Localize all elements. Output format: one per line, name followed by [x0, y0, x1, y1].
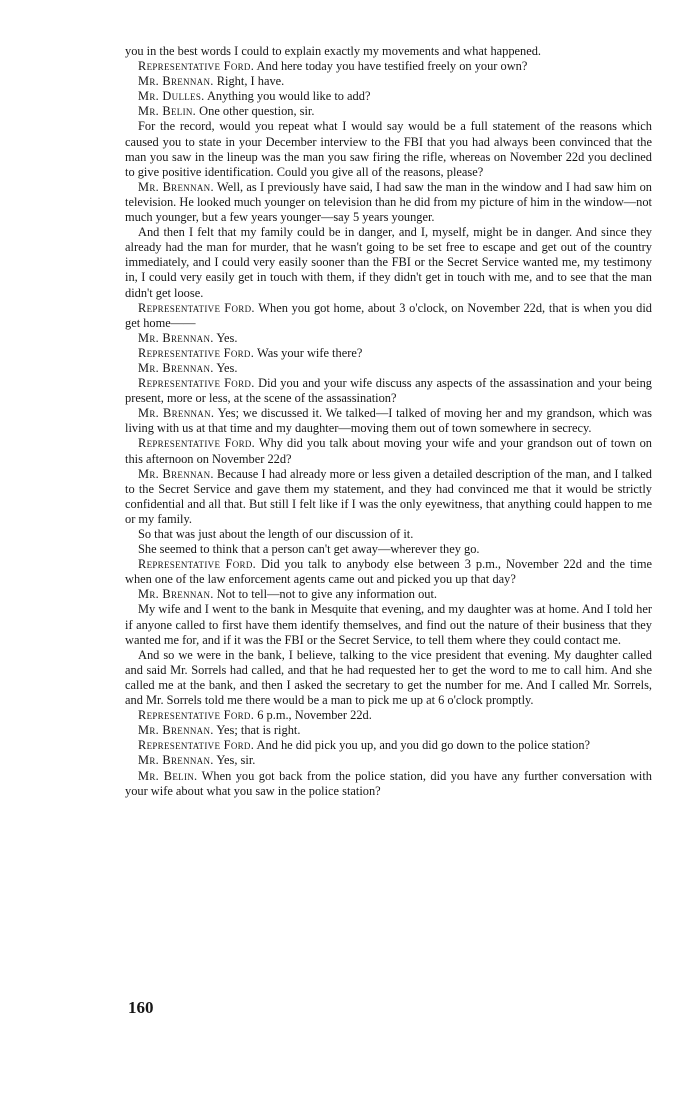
paragraph-text: Why did you talk about moving your wife and your grandson out of town on this afternoon on November 22d? [125, 436, 652, 466]
paragraph-text: So that was just about the length of our discussion of it. [138, 527, 414, 541]
paragraph-text: Was your wife there? [254, 345, 363, 360]
speaker-name: Mr. Belin. [138, 104, 197, 119]
paragraph-text: Yes. [213, 360, 238, 375]
paragraph [125, 180, 652, 225]
paragraph [125, 648, 652, 708]
paragraph-text: 6 p.m., November 22d. [254, 708, 372, 723]
speaker-name: Representative Ford. [138, 557, 257, 572]
paragraph [125, 738, 652, 753]
paragraph-text: Not to tell—not to give any information out. [213, 587, 438, 602]
paragraph [125, 119, 652, 179]
paragraph-text: And so we were in the bank, I believe, talking to the vice president that evening. My daughter called and said Mr. Sorrels had called, and that he had requested her to get the word to me to call him. And she called me at the bank, and then I asked the secretary to get the number for me. And I called Mr. Sorrels, and Mr. Sorrels told me there would be a man to pick me up at 6 o'clock promptly. [125, 647, 652, 708]
paragraph [125, 753, 652, 768]
paragraph-text: Yes. [213, 330, 238, 345]
paragraph [125, 406, 652, 436]
paragraph-text: And he did pick you up, and you did go down to the police station? [254, 738, 591, 753]
speaker-name: Mr. Dulles. [138, 89, 205, 104]
page-number: 160 [128, 998, 154, 1017]
speaker-name: Representative Ford. [138, 59, 255, 74]
speaker-name: Mr. Brennan. [138, 723, 214, 738]
paragraph-text: Because I had already more or less given a detailed description of the man, and I talked to the Secret Service and gave them my statement, and they had convinced me that it would be strictly confidential and all that. But still I felt like if I was the only eyewitness, that anything could happen to me or my family. [125, 466, 652, 526]
paragraph-text: And here today you have testified freely on your own? [254, 59, 528, 74]
speaker-name: Mr. Brennan. [138, 753, 214, 768]
paragraph [125, 602, 652, 647]
paragraph-text: Did you and your wife discuss any aspects of the assassination and your being present, more or less, at the scene of the assassination? [125, 376, 652, 406]
document-body [125, 44, 652, 799]
paragraph [125, 527, 652, 542]
speaker-name: Representative Ford. [138, 708, 255, 723]
paragraph [125, 769, 652, 799]
paragraph-text: When you got home, about 3 o'clock, on November 22d, that is when you did get home—— [125, 300, 652, 330]
paragraph-text: Right, I have. [213, 74, 285, 89]
paragraph [125, 542, 652, 557]
paragraph [125, 376, 652, 406]
paragraph [125, 44, 652, 59]
paragraph-text: She seemed to think that a person can't get away—wherever they go. [138, 542, 480, 557]
speaker-name: Mr. Brennan. [138, 74, 214, 89]
paragraph [125, 225, 652, 300]
paragraph-text: Did you talk to anybody else between 3 p.m., November 22d and the time when one of the law enforcement agents came out and picked you up that day? [125, 557, 652, 587]
speaker-name: Representative Ford. [138, 738, 255, 753]
speaker-name: Representative Ford. [138, 300, 255, 315]
paragraph-text: When you got back from the police station, did you have any further conversation with your wife about what you saw in the police station? [125, 768, 652, 798]
paragraph [125, 467, 652, 527]
speaker-name: Mr. Belin. [138, 768, 198, 783]
speaker-name: Mr. Brennan. [138, 179, 214, 194]
speaker-name: Mr. Brennan. [138, 360, 214, 375]
paragraph-text: Well, as I previously have said, I had saw the man in the window and I had saw him on television. He looked much younger on television than he did from my picture of him in the window—not much younger, but a few years younger—say 5 years younger. [125, 179, 652, 225]
paragraph [125, 708, 652, 723]
speaker-name: Mr. Brennan. [138, 406, 215, 421]
paragraph-text: Anything you would like to add? [204, 89, 371, 104]
paragraph-text: For the record, would you repeat what I would say would be a full statement of the reasons which caused you to state in your December interview to the FBI that you had always been convinced that the man you saw in the lineup was the man you saw firing the rifle, whereas on November 22d you declined to give positive identification. Could you give all of the reasons, please? [125, 119, 652, 179]
paragraph [125, 74, 652, 89]
paragraph [125, 587, 652, 602]
paragraph [125, 89, 652, 104]
speaker-name: Mr. Brennan. [138, 330, 214, 345]
speaker-name: Representative Ford. [138, 345, 255, 360]
paragraph-text: you in the best words I could to explain exactly my movements and what happened. [125, 44, 542, 58]
paragraph [125, 104, 652, 119]
paragraph [125, 361, 652, 376]
speaker-name: Representative Ford. [138, 436, 256, 451]
paragraph-text: Yes; we discussed it. We talked—I talked of moving her and my grandson, which was living with us at that time and my daughter—moving them out of town somewhere in secrecy. [125, 406, 652, 436]
paragraph-text: One other question, sir. [196, 104, 315, 119]
paragraph-text: And then I felt that my family could be in danger, and I, myself, might be in danger. And since they already had the man for murder, that he wasn't going to be set free to escape and get out of the country immediately, and I could very easily sooner than the FBI or the Secret Service wanted me, my testimony in, I could very easily get in touch with them, if they didn't get in touch with me, and to see that the man didn't get loose. [125, 225, 652, 300]
paragraph [125, 346, 652, 361]
paragraph-text: Yes; that is right. [213, 723, 301, 738]
paragraph [125, 436, 652, 466]
paragraph-text: Yes, sir. [213, 753, 256, 768]
speaker-name: Mr. Brennan. [138, 587, 214, 602]
speaker-name: Representative Ford. [138, 376, 255, 391]
paragraph [125, 331, 652, 346]
speaker-name: Mr. Brennan. [138, 466, 214, 481]
paragraph [125, 59, 652, 74]
paragraph [125, 301, 652, 331]
paragraph-text: My wife and I went to the bank in Mesquite that evening, and my daughter was at home. And I told her if anyone called to first have them identify themselves, and find out the nature of their business that they wanted me for, and if it was the FBI or the Secret Service, to tell them where they could contact me. [125, 602, 652, 647]
paragraph [125, 557, 652, 587]
paragraph [125, 723, 652, 738]
